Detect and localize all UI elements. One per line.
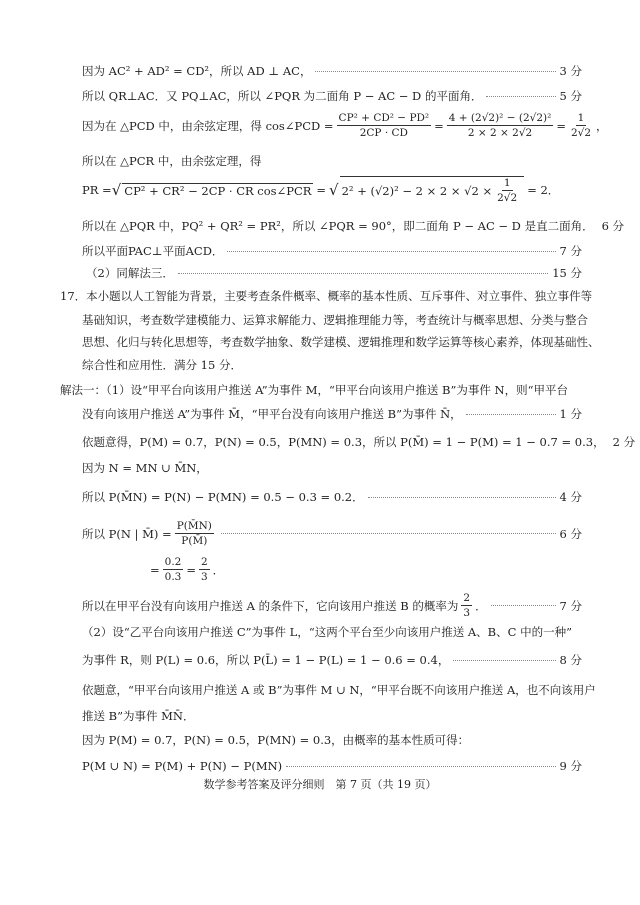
line-26: P(M ∪ N) = P(M) + P(N) − P(MN) 9 分 [82, 759, 582, 773]
score: 2 分 [612, 435, 636, 449]
score: 15 分 [552, 266, 582, 280]
line-cos-pcd: 因为在 △PCD 中，由余弦定理，得 cos∠PCD = $\frac{\text{CP² + CD² − PD²}}{2CP \cdot CD}$ = $\frac{\text{4 + (2√2)² − (2√2)²}}{2 \times 2 \times 2√2}$ = $\frac{1}{2√2}$ ， [82, 112, 608, 139]
line-pr: PR = √ CP² + CR² − 2CP · CR cos∠PCR = √ 2² + (√2)² − 2 × 2 × √2 × $\frac{1}{2√2}$ = 2． [82, 177, 560, 204]
line-9: 17．本小题以人工智能为背景，主要考查条件概率、概率的基本性质、互斥事件、对立事件、独立事件等 [60, 289, 593, 303]
fraction: $\frac{1}{2√2}$ [570, 112, 592, 139]
line-16: 因为 N = MN ∪ M̄N， [82, 461, 208, 475]
sqrt-icon: √ [111, 181, 122, 199]
line-17: 所以 P(M̄N) = P(N) − P(MN) = 0.5 − 0.3 = 0.2． 4 分 [82, 490, 582, 504]
line-8: （2）同解法三． 15 分 [86, 266, 582, 280]
fraction: $\frac{\text{4 + (2√2)² − (2√2)²}}{2 \times 2 \times 2√2}$ [448, 112, 552, 139]
score: 7 分 [559, 598, 582, 613]
line-23: 依题意，“甲平台向该用户推送 A 或 B”为事件 M ∪ N，“甲平台既不向该用户推送 A，也不向该用户 [82, 683, 596, 697]
score: 6 分 [601, 219, 625, 233]
fraction: $\frac{\text{CP² + CD² − PD²}}{2CP \cdot CD}$ [338, 112, 430, 139]
score: 1 分 [559, 407, 582, 421]
score: 8 分 [559, 653, 582, 667]
fraction: $\frac{0.2}{0.3}$ [164, 556, 182, 583]
line-1: 因为 AC² + AD² = CD²，所以 AD ⊥ AC， 3 分 [82, 64, 582, 78]
line-12: 综合性和应用性．满分 15 分． [82, 358, 242, 372]
line-10: 基础知识，考查数学建模能力、运算求解能力、逻辑推理能力等，考查统计与概率思想、分类与整合 [82, 313, 588, 327]
line-6: 所以在 △PQR 中，PQ² + QR² = PR²，所以 ∠PQR = 90°，即二面角 P − AC − D 是直二面角． 6 分 [82, 219, 625, 233]
leader-dots [221, 533, 556, 534]
line-18: 所以 P(N | M̄) = $\frac{P(M̄N)}{P(M̄)}$ 6 分 [82, 520, 582, 547]
score: 9 分 [559, 759, 582, 773]
score: 5 分 [559, 89, 582, 103]
leader-dots [491, 605, 556, 606]
line-21: （2）设“乙平台向该用户推送 C”为事件 L，“这两个平台至少向该用户推送 A、B、C 中的一种” [82, 625, 572, 639]
page-footer: 数学参考答案及评分细则 第 7 页（共 19 页） [203, 778, 437, 791]
score: 6 分 [559, 526, 582, 541]
leader-dots [315, 71, 555, 72]
score: 4 分 [559, 490, 582, 504]
leader-dots [453, 660, 555, 661]
score: 7 分 [559, 244, 582, 258]
leader-dots [486, 96, 555, 97]
leader-dots [466, 414, 556, 415]
line-2: 所以 QR⊥AC．又 PQ⊥AC，所以 ∠PQR 为二面角 P − AC − D 的平面角． 5 分 [82, 89, 582, 103]
fraction: $\frac{2}{3}$ [200, 556, 208, 583]
leader-dots [286, 766, 555, 767]
line-24: 推送 B”为事件 M̄N̄． [82, 709, 195, 723]
line-4: 所以在 △PCR 中，由余弦定理，得 [82, 154, 262, 168]
line-20: 所以在甲平台没有向该用户推送 A 的条件下，它向该用户推送 B 的概率为 $\frac{2}{3}$ ． 7 分 [82, 592, 582, 619]
line-7: 所以平面PAC⊥平面ACD． 7 分 [82, 244, 582, 258]
score: 3 分 [559, 64, 582, 78]
line-19: = $\frac{0.2}{0.3}$ = $\frac{2}{3}$ ． [150, 556, 225, 583]
leader-dots [178, 273, 548, 274]
sqrt-icon: √ [329, 181, 339, 199]
line-15: 依题意得，P(M) = 0.7，P(N) = 0.5，P(MN) = 0.3，所以 P(M̄) = 1 − P(M) = 1 − 0.7 = 0.3， 2 分 [82, 435, 636, 449]
line-22: 为事件 R，则 P(L) = 0.6，所以 P(L̄) = 1 − P(L) = 1 − 0.6 = 0.4， 8 分 [82, 653, 582, 667]
fraction: $\frac{P(M̄N)}{P(M̄)}$ [176, 520, 212, 547]
line-11: 思想、化归与转化思想等，考查数学抽象、数学建模、逻辑推理和数学运算等核心素养，体现基础性、 [82, 335, 600, 349]
fraction: $\frac{1}{2√2}$ [497, 177, 518, 204]
leader-dots [227, 251, 555, 252]
line-13: 解法一：（1）设“甲平台向该用户推送 A”为事件 M，“甲平台向该用户推送 B”为事件 N，则“甲平台 [60, 383, 568, 397]
fraction: $\frac{2}{3}$ [463, 592, 471, 619]
line-14: 没有向该用户推送 A”为事件 M̄，“甲平台没有向该用户推送 B”为事件 N̄， 1 分 [82, 407, 582, 421]
line-25: 因为 P(M) = 0.7，P(N) = 0.5，P(MN) = 0.3，由概率的基本性质可得： [82, 733, 470, 747]
leader-dots [368, 497, 556, 498]
